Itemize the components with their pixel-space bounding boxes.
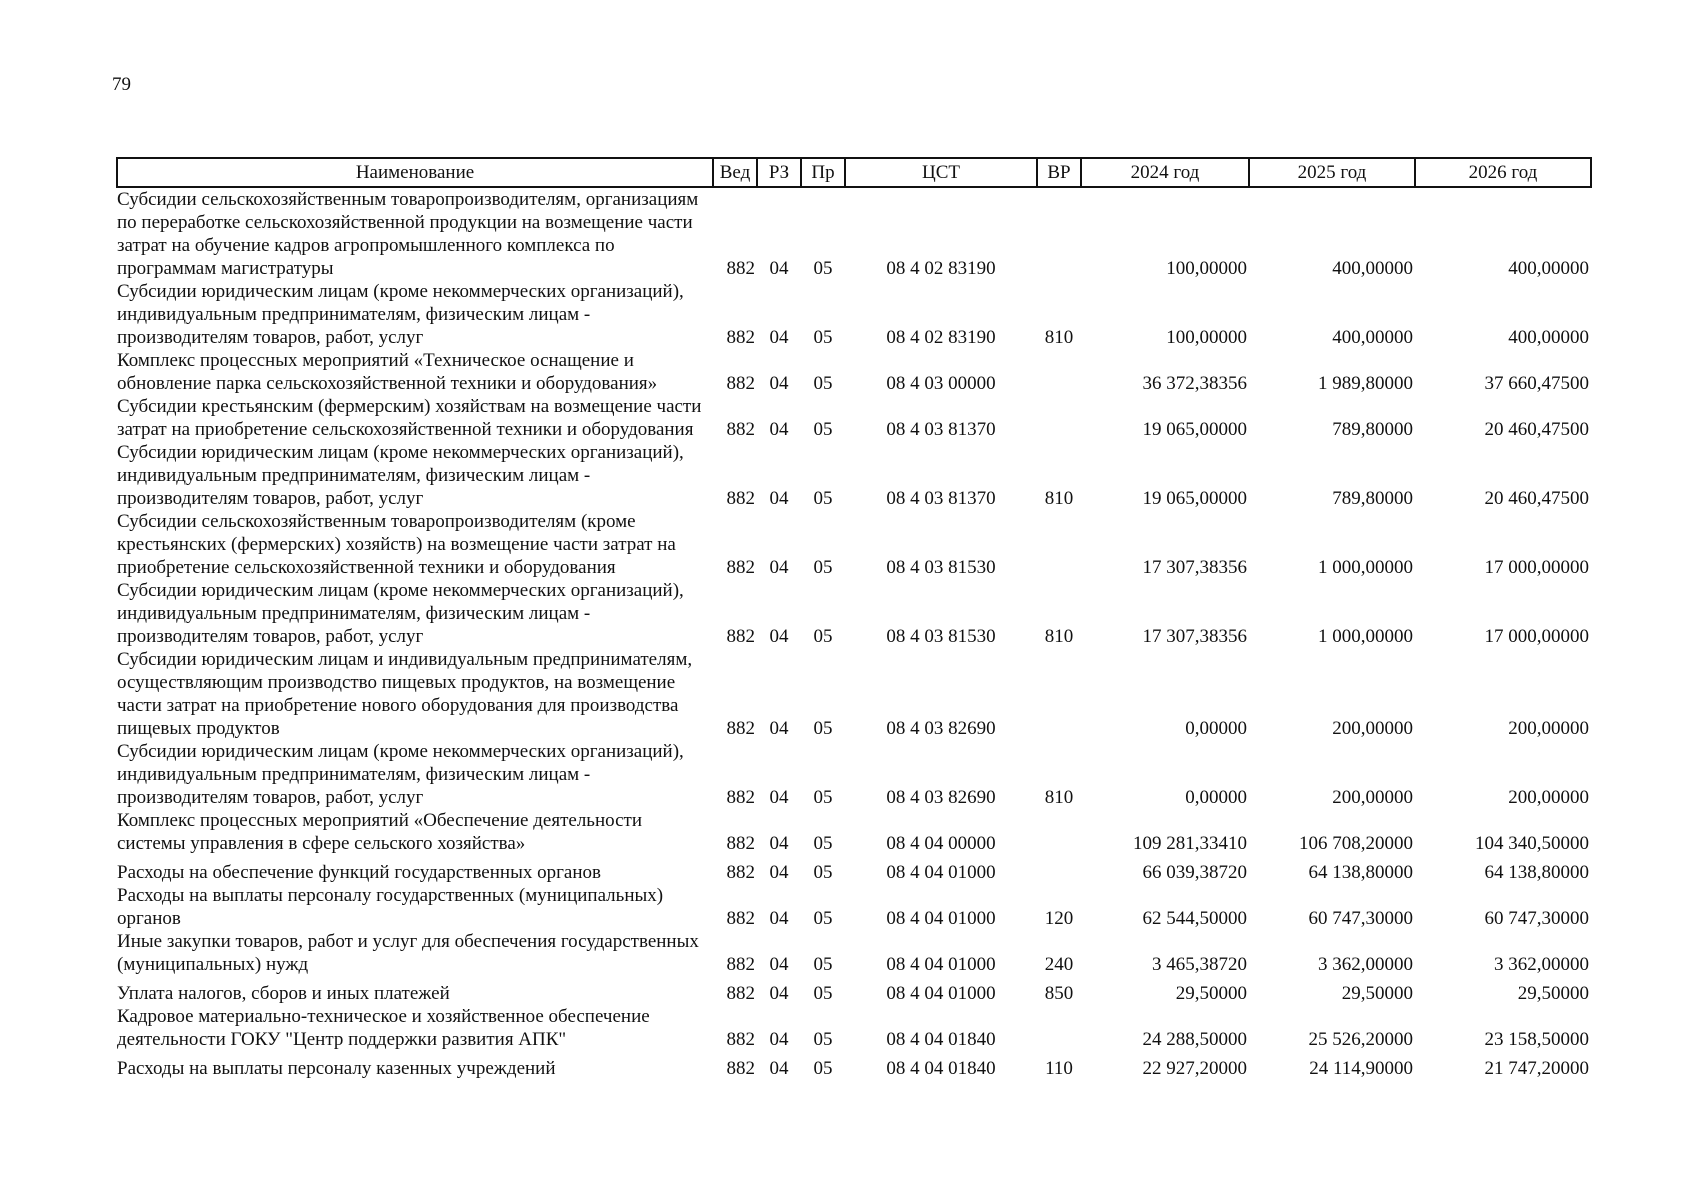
cell-2024: 62 544,50000 [1142,908,1247,929]
cell-ved: 882 [726,983,755,1004]
cell-2025: 789,80000 [1332,488,1413,509]
cell-rz: 04 [769,718,789,739]
table-row [117,510,1591,579]
cell-cst: 08 4 03 81530 [886,557,996,578]
header-vr: ВР [1037,158,1081,187]
cell-pr: 05 [813,488,833,509]
cell-rz: 04 [769,908,789,929]
cell-2026: 104 340,50000 [1475,833,1589,854]
page-number: 79 [112,74,131,95]
budget-table [116,157,1592,1080]
header-rz: РЗ [757,158,801,187]
cell-cst: 08 4 04 01000 [886,862,996,883]
cell-2024: 19 065,00000 [1142,419,1247,440]
cell-pr: 05 [813,557,833,578]
header-2025: 2025 год [1249,158,1415,187]
cell-2024: 22 927,20000 [1142,1058,1247,1079]
cell-2026: 3 362,00000 [1494,954,1589,975]
cell-cst: 08 4 04 01840 [886,1029,996,1050]
cell-2026: 20 460,47500 [1484,419,1589,440]
cell-rz: 04 [769,419,789,440]
table-row [117,1051,1591,1080]
cell-name: Расходы на выплаты персоналу казенных учреждений [117,1058,556,1079]
cell-vr [1037,855,1081,884]
cell-rz: 04 [769,787,789,808]
cell-pr: 05 [813,1058,833,1079]
cell-ved: 882 [726,327,755,348]
cell-2025: 1 989,80000 [1318,373,1413,394]
cell-2024: 17 307,38356 [1142,557,1247,578]
cell-cst: 08 4 03 81370 [886,419,996,440]
cell-2025: 29,50000 [1341,983,1413,1004]
table-row [117,884,1591,930]
table-row [117,740,1591,809]
cell-2024: 24 288,50000 [1142,1029,1247,1050]
cell-2026: 400,00000 [1508,327,1589,348]
cell-2024: 17 307,38356 [1142,626,1247,647]
table-row [117,855,1591,884]
cell-name: Комплекс процессных мероприятий «Техническое оснащение и обновление парка сельскохозяйственной техники и оборудования» [117,350,658,394]
cell-2025: 60 747,30000 [1308,908,1413,929]
table-row [117,809,1591,855]
cell-vr [1037,349,1081,395]
cell-name: Комплекс процессных мероприятий «Обеспечение деятельности системы управления в сфере сельского хозяйства» [117,810,643,854]
cell-rz: 04 [769,833,789,854]
cell-ved: 882 [726,626,755,647]
cell-name: Субсидии юридическим лицам (кроме некоммерческих организаций), индивидуальным предпринимателям, физическим лицам - производителям товаров, работ, услуг [117,741,684,808]
cell-2026: 37 660,47500 [1484,373,1589,394]
cell-2026: 21 747,20000 [1484,1058,1589,1079]
cell-name: Субсидии юридическим лицам (кроме некоммерческих организаций), индивидуальным предпринимателям, физическим лицам - производителям товаров, работ, услуг [117,281,684,348]
cell-cst: 08 4 04 01000 [886,983,996,1004]
cell-ved: 882 [726,488,755,509]
cell-vr: 110 [1045,1058,1073,1079]
cell-name: Расходы на выплаты персоналу государственных (муниципальных) органов [117,885,664,929]
cell-cst: 08 4 02 83190 [886,327,996,348]
cell-rz: 04 [769,373,789,394]
header-2026: 2026 год [1415,158,1591,187]
cell-pr: 05 [813,258,833,279]
cell-2025: 200,00000 [1332,718,1413,739]
cell-2026: 29,50000 [1517,983,1589,1004]
header-pr: Пр [801,158,845,187]
cell-2026: 20 460,47500 [1484,488,1589,509]
cell-2026: 60 747,30000 [1484,908,1589,929]
cell-2025: 1 000,00000 [1318,626,1413,647]
cell-cst: 08 4 03 00000 [886,373,996,394]
cell-ved: 882 [726,258,755,279]
cell-ved: 882 [726,1029,755,1050]
cell-2026: 23 158,50000 [1484,1029,1589,1050]
header-ved: Вед [713,158,757,187]
cell-ved: 882 [726,373,755,394]
header-2024: 2024 год [1081,158,1249,187]
cell-2024: 0,00000 [1185,718,1247,739]
cell-pr: 05 [813,983,833,1004]
cell-2026: 17 000,00000 [1484,557,1589,578]
cell-vr: 120 [1044,908,1074,929]
table-row [117,441,1591,510]
cell-pr: 05 [813,1029,833,1050]
cell-rz: 04 [769,488,789,509]
cell-2026: 400,00000 [1508,258,1589,279]
cell-vr: 810 [1044,488,1074,509]
cell-name: Субсидии крестьянским (фермерским) хозяйствам на возмещение части затрат на приобретение сельскохозяйственной техники и оборудования [117,396,702,440]
cell-name: Субсидии юридическим лицам и индивидуальным предпринимателям, осуществляющим производство пищевых продуктов, на возмещение части затрат на приобретение нового оборудования для производства пищевых продуктов [117,649,693,739]
cell-2025: 106 708,20000 [1299,833,1413,854]
cell-2024: 19 065,00000 [1142,488,1247,509]
table-row [117,976,1591,1005]
cell-vr [1037,1005,1081,1051]
cell-name: Субсидии сельскохозяйственным товаропроизводителям (кроме крестьянских (фермерских) хозяйств) на возмещение части затрат на приобретение сельскохозяйственной техники и оборудования [117,511,676,578]
cell-pr: 05 [813,373,833,394]
table-row [117,930,1591,976]
cell-vr [1037,510,1081,579]
cell-2024: 100,00000 [1166,327,1247,348]
table-row [117,1005,1591,1051]
cell-pr: 05 [813,626,833,647]
cell-vr [1037,395,1081,441]
cell-2025: 24 114,90000 [1309,1058,1413,1079]
cell-vr: 850 [1044,983,1074,1004]
table-row [117,648,1591,740]
header-cst: ЦСТ [845,158,1037,187]
cell-2026: 17 000,00000 [1484,626,1589,647]
cell-name: Субсидии сельскохозяйственным товаропроизводителям, организациям по переработке сельскохозяйственной продукции на возмещение части затрат на обучение кадров агропромышленного комплекса по программам магистратуры [117,189,699,279]
cell-2026: 200,00000 [1508,787,1589,808]
cell-cst: 08 4 04 01840 [886,1058,996,1079]
cell-vr: 810 [1044,626,1074,647]
cell-2025: 400,00000 [1332,327,1413,348]
cell-cst: 08 4 03 81370 [886,488,996,509]
table-body [117,187,1591,1080]
table-row [117,349,1591,395]
cell-vr [1037,809,1081,855]
cell-vr: 240 [1044,954,1074,975]
cell-pr: 05 [813,419,833,440]
cell-pr: 05 [813,908,833,929]
cell-rz: 04 [769,862,789,883]
cell-vr: 810 [1044,787,1074,808]
cell-ved: 882 [726,419,755,440]
cell-ved: 882 [726,1058,755,1079]
cell-2025: 64 138,80000 [1308,862,1413,883]
cell-rz: 04 [769,557,789,578]
header-name: Наименование [117,158,713,187]
table-row [117,579,1591,648]
cell-vr [1037,648,1081,740]
cell-2025: 1 000,00000 [1318,557,1413,578]
cell-rz: 04 [769,1058,789,1079]
cell-ved: 882 [726,557,755,578]
cell-2025: 789,80000 [1332,419,1413,440]
cell-vr: 810 [1044,327,1074,348]
cell-ved: 882 [726,718,755,739]
cell-cst: 08 4 02 83190 [886,258,996,279]
cell-name: Иные закупки товаров, работ и услуг для обеспечения государственных (муниципальных) нужд [117,931,699,975]
cell-ved: 882 [726,833,755,854]
cell-name: Расходы на обеспечение функций государственных органов [117,862,601,883]
cell-pr: 05 [813,787,833,808]
cell-rz: 04 [769,327,789,348]
table-row [117,280,1591,349]
cell-pr: 05 [813,954,833,975]
cell-2024: 0,00000 [1185,787,1247,808]
cell-rz: 04 [769,258,789,279]
cell-pr: 05 [813,833,833,854]
cell-pr: 05 [813,718,833,739]
cell-2026: 200,00000 [1508,718,1589,739]
cell-2025: 400,00000 [1332,258,1413,279]
cell-2025: 25 526,20000 [1308,1029,1413,1050]
cell-name: Субсидии юридическим лицам (кроме некоммерческих организаций), индивидуальным предпринимателям, физическим лицам - производителям товаров, работ, услуг [117,580,684,647]
cell-rz: 04 [769,983,789,1004]
cell-name: Кадровое материально-техническое и хозяйственное обеспечение деятельности ГОКУ "Центр поддержки развития АПК" [117,1006,650,1050]
cell-2024: 29,50000 [1175,983,1247,1004]
cell-pr: 05 [813,862,833,883]
cell-2024: 100,00000 [1166,258,1247,279]
cell-vr [1037,187,1081,280]
cell-rz: 04 [769,954,789,975]
cell-2024: 66 039,38720 [1142,862,1247,883]
table-row [117,395,1591,441]
cell-pr: 05 [813,327,833,348]
table-row [117,187,1591,280]
cell-2025: 200,00000 [1332,787,1413,808]
table-header-row [117,158,1591,187]
cell-ved: 882 [726,954,755,975]
cell-2025: 3 362,00000 [1318,954,1413,975]
cell-ved: 882 [726,862,755,883]
cell-2026: 64 138,80000 [1484,862,1589,883]
cell-cst: 08 4 04 01000 [886,908,996,929]
cell-rz: 04 [769,626,789,647]
cell-cst: 08 4 04 01000 [886,954,996,975]
cell-name: Субсидии юридическим лицам (кроме некоммерческих организаций), индивидуальным предпринимателям, физическим лицам - производителям товаров, работ, услуг [117,442,684,509]
cell-cst: 08 4 04 00000 [886,833,996,854]
cell-2024: 3 465,38720 [1152,954,1247,975]
cell-cst: 08 4 03 82690 [886,787,996,808]
cell-cst: 08 4 03 81530 [886,626,996,647]
cell-rz: 04 [769,1029,789,1050]
cell-2024: 36 372,38356 [1142,373,1247,394]
cell-cst: 08 4 03 82690 [886,718,996,739]
cell-ved: 882 [726,787,755,808]
cell-name: Уплата налогов, сборов и иных платежей [117,983,450,1004]
cell-2024: 109 281,33410 [1133,833,1247,854]
cell-ved: 882 [726,908,755,929]
